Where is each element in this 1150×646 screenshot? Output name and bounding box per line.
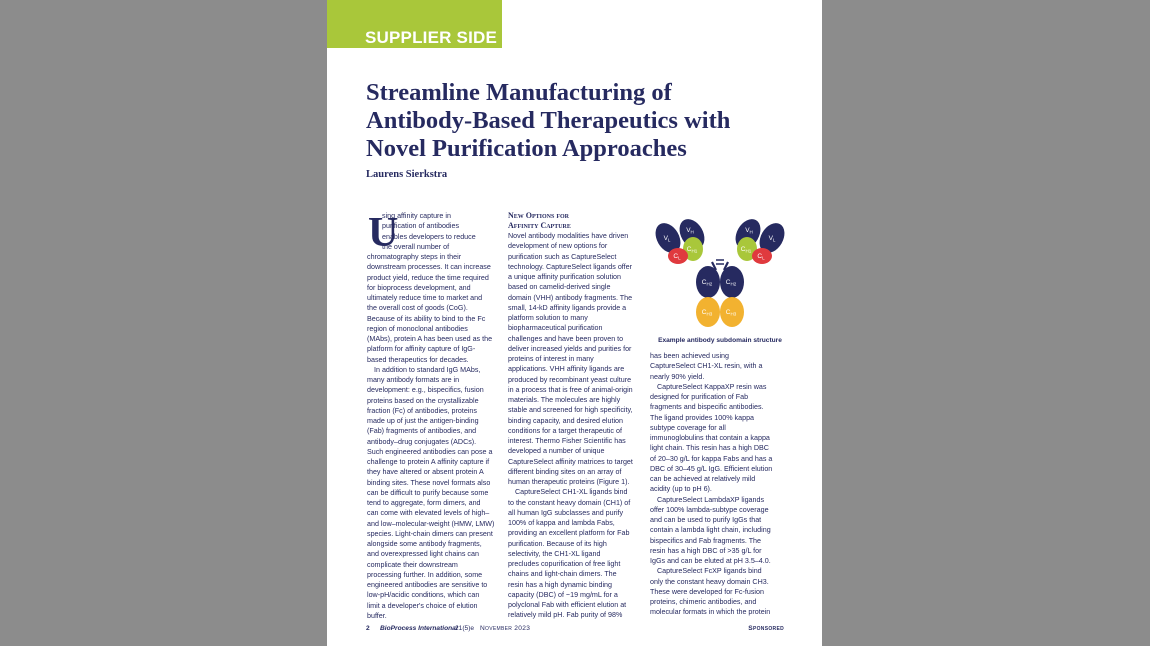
title-line: Novel Purification Approaches bbox=[366, 135, 687, 162]
body-column-1 bbox=[367, 211, 502, 621]
title-line: Antibody-Based Therapeutics with bbox=[366, 107, 731, 134]
text-line: can be difficult to purify because some bbox=[367, 488, 489, 497]
text-line: resin has a high DBC of >35 g/L for bbox=[650, 546, 762, 555]
text-line: precludes copurification of free light bbox=[508, 560, 621, 568]
text-line: many antibody formats are in bbox=[367, 376, 460, 384]
text-line: molecular formats in which the protein bbox=[650, 608, 771, 617]
footer-sponsored: Sponsored bbox=[748, 625, 784, 632]
text-line: chains and light-chain dimers. The bbox=[508, 570, 617, 579]
text-line: based on camelid-derived single bbox=[508, 283, 611, 292]
text-line: purification of antibodies bbox=[382, 222, 460, 231]
text-line: proteins based on the crystallizable bbox=[367, 396, 479, 405]
text-line: proteins, chimeric antibodies, and bbox=[650, 598, 757, 606]
text-line: These were developed for Fc-fusion bbox=[650, 587, 764, 596]
text-line: in a process that is free of animal-origin bbox=[508, 385, 633, 394]
text-line: contain a lambda light chain, including bbox=[650, 526, 771, 535]
text-line: complicate their downstream bbox=[367, 560, 458, 569]
text-line: proteins of interest in many bbox=[508, 355, 594, 363]
footer-issue: 21(5)e bbox=[455, 625, 475, 632]
text-line: binding capacity, and desired elution bbox=[508, 416, 623, 425]
figure-caption: Example antibody subdomain structure bbox=[658, 337, 782, 344]
text-line: fragments and bispecific antibodies. bbox=[650, 403, 764, 412]
text-line: CaptureSelect CH1-XL ligands bind bbox=[515, 488, 628, 497]
text-line: of 20–30 g/L for kappa Fabs and has a bbox=[650, 454, 773, 463]
text-line: Because of its ability to bind to the Fc bbox=[367, 314, 486, 323]
text-line: product yield, reduce the time required bbox=[367, 273, 489, 282]
label-ch3-right: $C_{H3}$ bbox=[725, 309, 737, 317]
label-cl-left: $C_L$ bbox=[673, 253, 681, 261]
text-line: selectivity, the CH1-XL ligand bbox=[508, 549, 601, 558]
antibody-figure bbox=[650, 210, 790, 338]
text-line: all human IgG subclasses and purify bbox=[508, 508, 624, 517]
text-line: interest. Thermo Fisher Scientific has bbox=[508, 437, 626, 445]
text-line: light chain. This resin has a high DBC bbox=[650, 444, 769, 453]
text-line: engineered antibodies are sensitive to bbox=[367, 581, 488, 589]
text-line: subtype coverage for all bbox=[650, 423, 726, 432]
section-heading: New Options for bbox=[508, 211, 570, 220]
text-line: providing an excellent platform for Fab bbox=[508, 529, 630, 538]
label-cl-right: $C_L$ bbox=[757, 253, 765, 261]
text-line: purification such as CaptureSelect bbox=[508, 252, 617, 261]
text-line: and can be used to purify IgGs that bbox=[650, 516, 762, 524]
text-line: limit a developer's choice of elution bbox=[367, 601, 478, 610]
text-line: Novel antibody modalities have driven bbox=[508, 232, 629, 240]
text-line: immunoglobulins that contain a kappa bbox=[650, 434, 770, 442]
text-line: development of new options for bbox=[508, 242, 608, 251]
text-line: developed a number of unique bbox=[508, 447, 605, 456]
body-column-3 bbox=[650, 351, 790, 618]
text-line: (Fab) fragments of antibodies, and bbox=[367, 427, 477, 436]
text-line: chromatography steps in their bbox=[367, 253, 462, 261]
text-line: low-pH/acidic conditions, which can bbox=[367, 591, 480, 600]
text-line: fraction (Fc) of antibodies, proteins bbox=[367, 406, 477, 415]
magazine-page bbox=[327, 0, 822, 646]
text-line: small, 14-kD affinity ligands provide a bbox=[508, 303, 627, 312]
antibody-diagram bbox=[650, 210, 790, 338]
text-line: stable and screened for high specificity, bbox=[508, 406, 633, 415]
text-line: the overall cost of goods (CoG). bbox=[367, 304, 468, 313]
text-line: domain (VHH) antibody fragments. The bbox=[508, 293, 633, 302]
body-column-2 bbox=[508, 211, 648, 621]
text-line: development: e.g., bispecifics, fusion bbox=[367, 386, 484, 395]
text-line: The ligand provides 100% kappa bbox=[650, 413, 755, 422]
text-line: buffer. bbox=[367, 611, 387, 620]
text-line: challenge to protein A affinity capture if bbox=[367, 458, 490, 466]
text-line: IgGs and can be eluted at pH 3.5–4.0. bbox=[650, 557, 771, 565]
label-vl-right: $V_L$ bbox=[768, 235, 776, 243]
text-line: relatively mild pH. Fab purity of 98% bbox=[508, 611, 623, 620]
text-line: CaptureSelect CH1-XL resin, with a bbox=[650, 362, 763, 371]
text-line: purification. Because of its high bbox=[508, 539, 607, 548]
text-line: binding sites. These novel formats also bbox=[367, 478, 491, 487]
text-line: DBC of 30–45 g/L IgG. Efficient elution bbox=[650, 464, 773, 473]
text-line: can be achieved at relatively mild bbox=[650, 475, 756, 483]
text-line: alongside some antibody fragments, bbox=[367, 540, 482, 548]
label-vh-right: $V_H$ bbox=[745, 227, 753, 235]
label-ch1-left: $C_{H1}$ bbox=[686, 246, 698, 254]
text-line: human therapeutic proteins (Figure 1). bbox=[508, 478, 630, 486]
text-line: based therapeutics for decades. bbox=[367, 355, 469, 364]
text-line: processing further. In addition, some bbox=[367, 570, 483, 579]
label-ch1-right: $C_{H1}$ bbox=[740, 246, 752, 254]
section-heading: Affinity Capture bbox=[508, 221, 571, 230]
text-line: conditions for a target therapeutic of bbox=[508, 426, 622, 435]
label-ch2-right: $C_{H2}$ bbox=[725, 279, 737, 287]
text-line: applications. VHH affinity ligands are bbox=[508, 365, 625, 374]
text-line: acidity (up to pH 6). bbox=[650, 485, 712, 494]
text-line: CaptureSelect KappaXP resin was bbox=[657, 382, 767, 391]
article-title bbox=[366, 79, 786, 163]
text-line: capacity (DBC) of ~19 mg/mL for a bbox=[508, 590, 618, 599]
text-line: sing affinity capture in bbox=[382, 212, 451, 220]
text-line: ultimately reduce time to market and bbox=[367, 294, 483, 302]
section-tag bbox=[327, 0, 502, 48]
text-line: made up of just the antigen-binding bbox=[367, 417, 479, 425]
text-line: nearly 90% yield. bbox=[650, 372, 705, 381]
text-line: CaptureSelect FcXP ligands bind bbox=[657, 567, 762, 576]
text-line: In addition to standard IgG MAbs, bbox=[374, 365, 481, 374]
text-line: resin has a high dynamic binding bbox=[508, 580, 612, 589]
text-line: Such engineered antibodies can pose a bbox=[367, 447, 493, 456]
text-line: can come with elevated levels of high– bbox=[367, 509, 490, 518]
label-vh-left: $V_H$ bbox=[686, 227, 694, 235]
section-tag-label: SUPPLIER SIDE bbox=[365, 28, 498, 47]
text-line: materials. The molecules are highly bbox=[508, 396, 621, 404]
article-author: Laurens Sierkstra bbox=[366, 169, 448, 180]
text-line: enables developers to reduce bbox=[382, 232, 476, 241]
text-line: for bioprocess development, and bbox=[367, 283, 471, 292]
label-ch2-left: $C_{H2}$ bbox=[701, 279, 713, 287]
drop-cap: U bbox=[368, 210, 399, 256]
text-line: CaptureSelect affinity matrices to target bbox=[508, 457, 633, 466]
label-ch3-left: $C_{H3}$ bbox=[701, 309, 713, 317]
text-line: offer 100% lambda-subtype coverage bbox=[650, 505, 769, 514]
text-line: deliver increased yields and purities for bbox=[508, 344, 632, 353]
label-vl-left: $V_L$ bbox=[663, 235, 671, 243]
text-line: biopharmaceutical purification bbox=[508, 324, 603, 333]
text-line: designed for purification of Fab bbox=[650, 393, 749, 401]
text-line: bispecifics and Fab fragments. The bbox=[650, 536, 762, 545]
text-line: different binding sites on an array of bbox=[508, 467, 622, 476]
text-line: has been achieved using bbox=[650, 352, 730, 360]
footer-page-number: 2 bbox=[366, 625, 370, 632]
footer-publication: BioProcess International bbox=[380, 625, 458, 632]
body-column-2-text bbox=[508, 231, 648, 621]
text-line: 100% of kappa and lambda Fabs, bbox=[508, 519, 615, 527]
text-line: (MAbs), protein A has been used as the bbox=[367, 335, 493, 343]
text-line: platform for affinity capture of IgG- bbox=[367, 345, 476, 354]
text-line: antibody–drug conjugates (ADCs). bbox=[367, 437, 477, 446]
text-line: a unique affinity purification solution bbox=[508, 273, 622, 281]
footer-date: November 2023 bbox=[480, 625, 531, 632]
text-line: species. Light-chain dimers can present bbox=[367, 529, 493, 538]
text-line: platform solution to many bbox=[508, 314, 588, 322]
text-line: to the constant heavy domain (CH1) of bbox=[508, 498, 631, 507]
text-line: challenges and have been proven to bbox=[508, 334, 624, 343]
text-line: produced by recombinant yeast culture bbox=[508, 375, 632, 384]
text-line: CaptureSelect LambdaXP ligands bbox=[657, 495, 765, 504]
text-line: technology. CaptureSelect ligands offer bbox=[508, 262, 632, 271]
text-line: downstream processes. It can increase bbox=[367, 263, 491, 272]
text-line: and overexpressed light chains can bbox=[367, 550, 479, 559]
text-line: and low–molecular-weight (HMW, LMW) bbox=[367, 519, 495, 528]
text-line: they have altered or absent protein A bbox=[367, 468, 484, 477]
text-line: only the constant heavy domain CH3. bbox=[650, 577, 769, 586]
text-line: region of monoclonal antibodies bbox=[367, 324, 468, 333]
text-line: tend to aggregate, form dimers, and bbox=[367, 499, 481, 507]
text-line: the overall number of bbox=[382, 242, 450, 251]
text-line: polyclonal Fab with efficient elution at bbox=[508, 601, 627, 609]
title-line: Streamline Manufacturing of bbox=[366, 79, 672, 106]
